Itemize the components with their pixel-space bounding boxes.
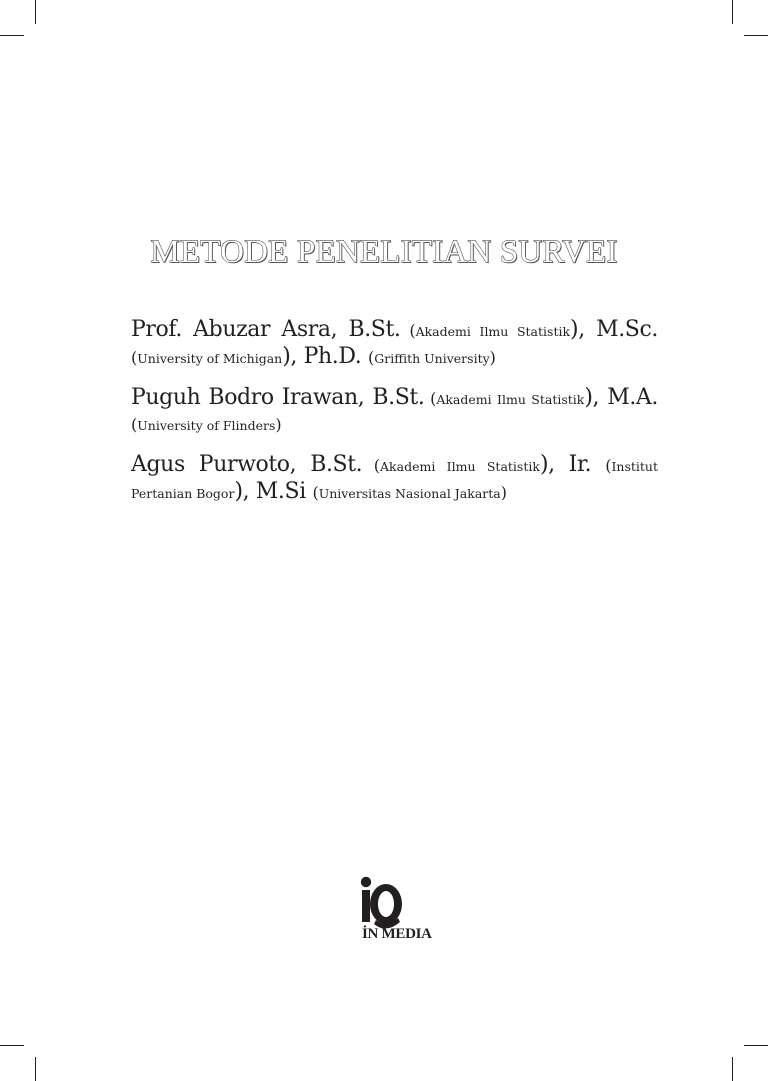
parenthesis: ) bbox=[275, 415, 282, 434]
author-institution: University of Michigan bbox=[137, 351, 283, 366]
parenthesis: ( bbox=[312, 483, 319, 502]
crop-mark-bottom-left-horizontal bbox=[0, 1045, 24, 1046]
book-title: METODE PENELITIAN SURVEI bbox=[150, 234, 618, 270]
parenthesis: ( bbox=[409, 321, 416, 340]
author-degree: ), M.Si bbox=[234, 479, 313, 504]
crop-mark-top-right-vertical bbox=[732, 0, 733, 24]
parenthesis: ) bbox=[500, 483, 507, 502]
author-entry bbox=[131, 453, 658, 507]
crop-mark-top-left-horizontal bbox=[0, 35, 24, 36]
author-list bbox=[131, 318, 658, 521]
author-entry bbox=[131, 318, 658, 372]
author-institution: Akademi Ilmu Statistik bbox=[415, 324, 571, 339]
author-entry bbox=[131, 386, 658, 439]
author-degree: ), Ir. bbox=[539, 452, 606, 477]
author-name: Puguh Bodro Irawan, B.St. bbox=[131, 385, 425, 410]
author-institution: University of Flinders bbox=[137, 418, 276, 433]
author-degree: ), Ph.D. bbox=[282, 344, 368, 369]
author-institution: Akademi Ilmu Statistik bbox=[436, 392, 585, 407]
crop-mark-top-right-horizontal bbox=[744, 35, 768, 36]
parenthesis: ( bbox=[605, 456, 612, 475]
parenthesis: ) bbox=[489, 348, 496, 367]
author-name: Prof. Abuzar Asra, B.St. bbox=[131, 317, 401, 342]
author-name: Agus Purwoto, B.St. bbox=[131, 452, 363, 477]
crop-mark-bottom-right-horizontal bbox=[744, 1045, 768, 1046]
parenthesis: ( bbox=[131, 348, 138, 367]
author-institution: Akademi Ilmu Statistik bbox=[380, 459, 540, 474]
crop-mark-bottom-right-vertical bbox=[732, 1057, 733, 1081]
crop-mark-bottom-left-vertical bbox=[35, 1057, 36, 1081]
parenthesis: ( bbox=[373, 456, 381, 475]
author-institution: Griffith University bbox=[374, 351, 490, 366]
parenthesis: ( bbox=[430, 389, 437, 408]
author-institution: Institut Pertanian Bogor bbox=[131, 459, 659, 501]
author-degree: ), M.Sc. bbox=[570, 317, 658, 342]
crop-mark-top-left-vertical bbox=[35, 0, 36, 24]
parenthesis: ( bbox=[368, 348, 375, 367]
author-degree: ), M.A. bbox=[584, 385, 658, 410]
parenthesis: ( bbox=[131, 415, 138, 434]
author-institution: Universitas Nasional Jakarta bbox=[318, 486, 501, 501]
publisher-name: İN MEDIA bbox=[362, 926, 432, 942]
